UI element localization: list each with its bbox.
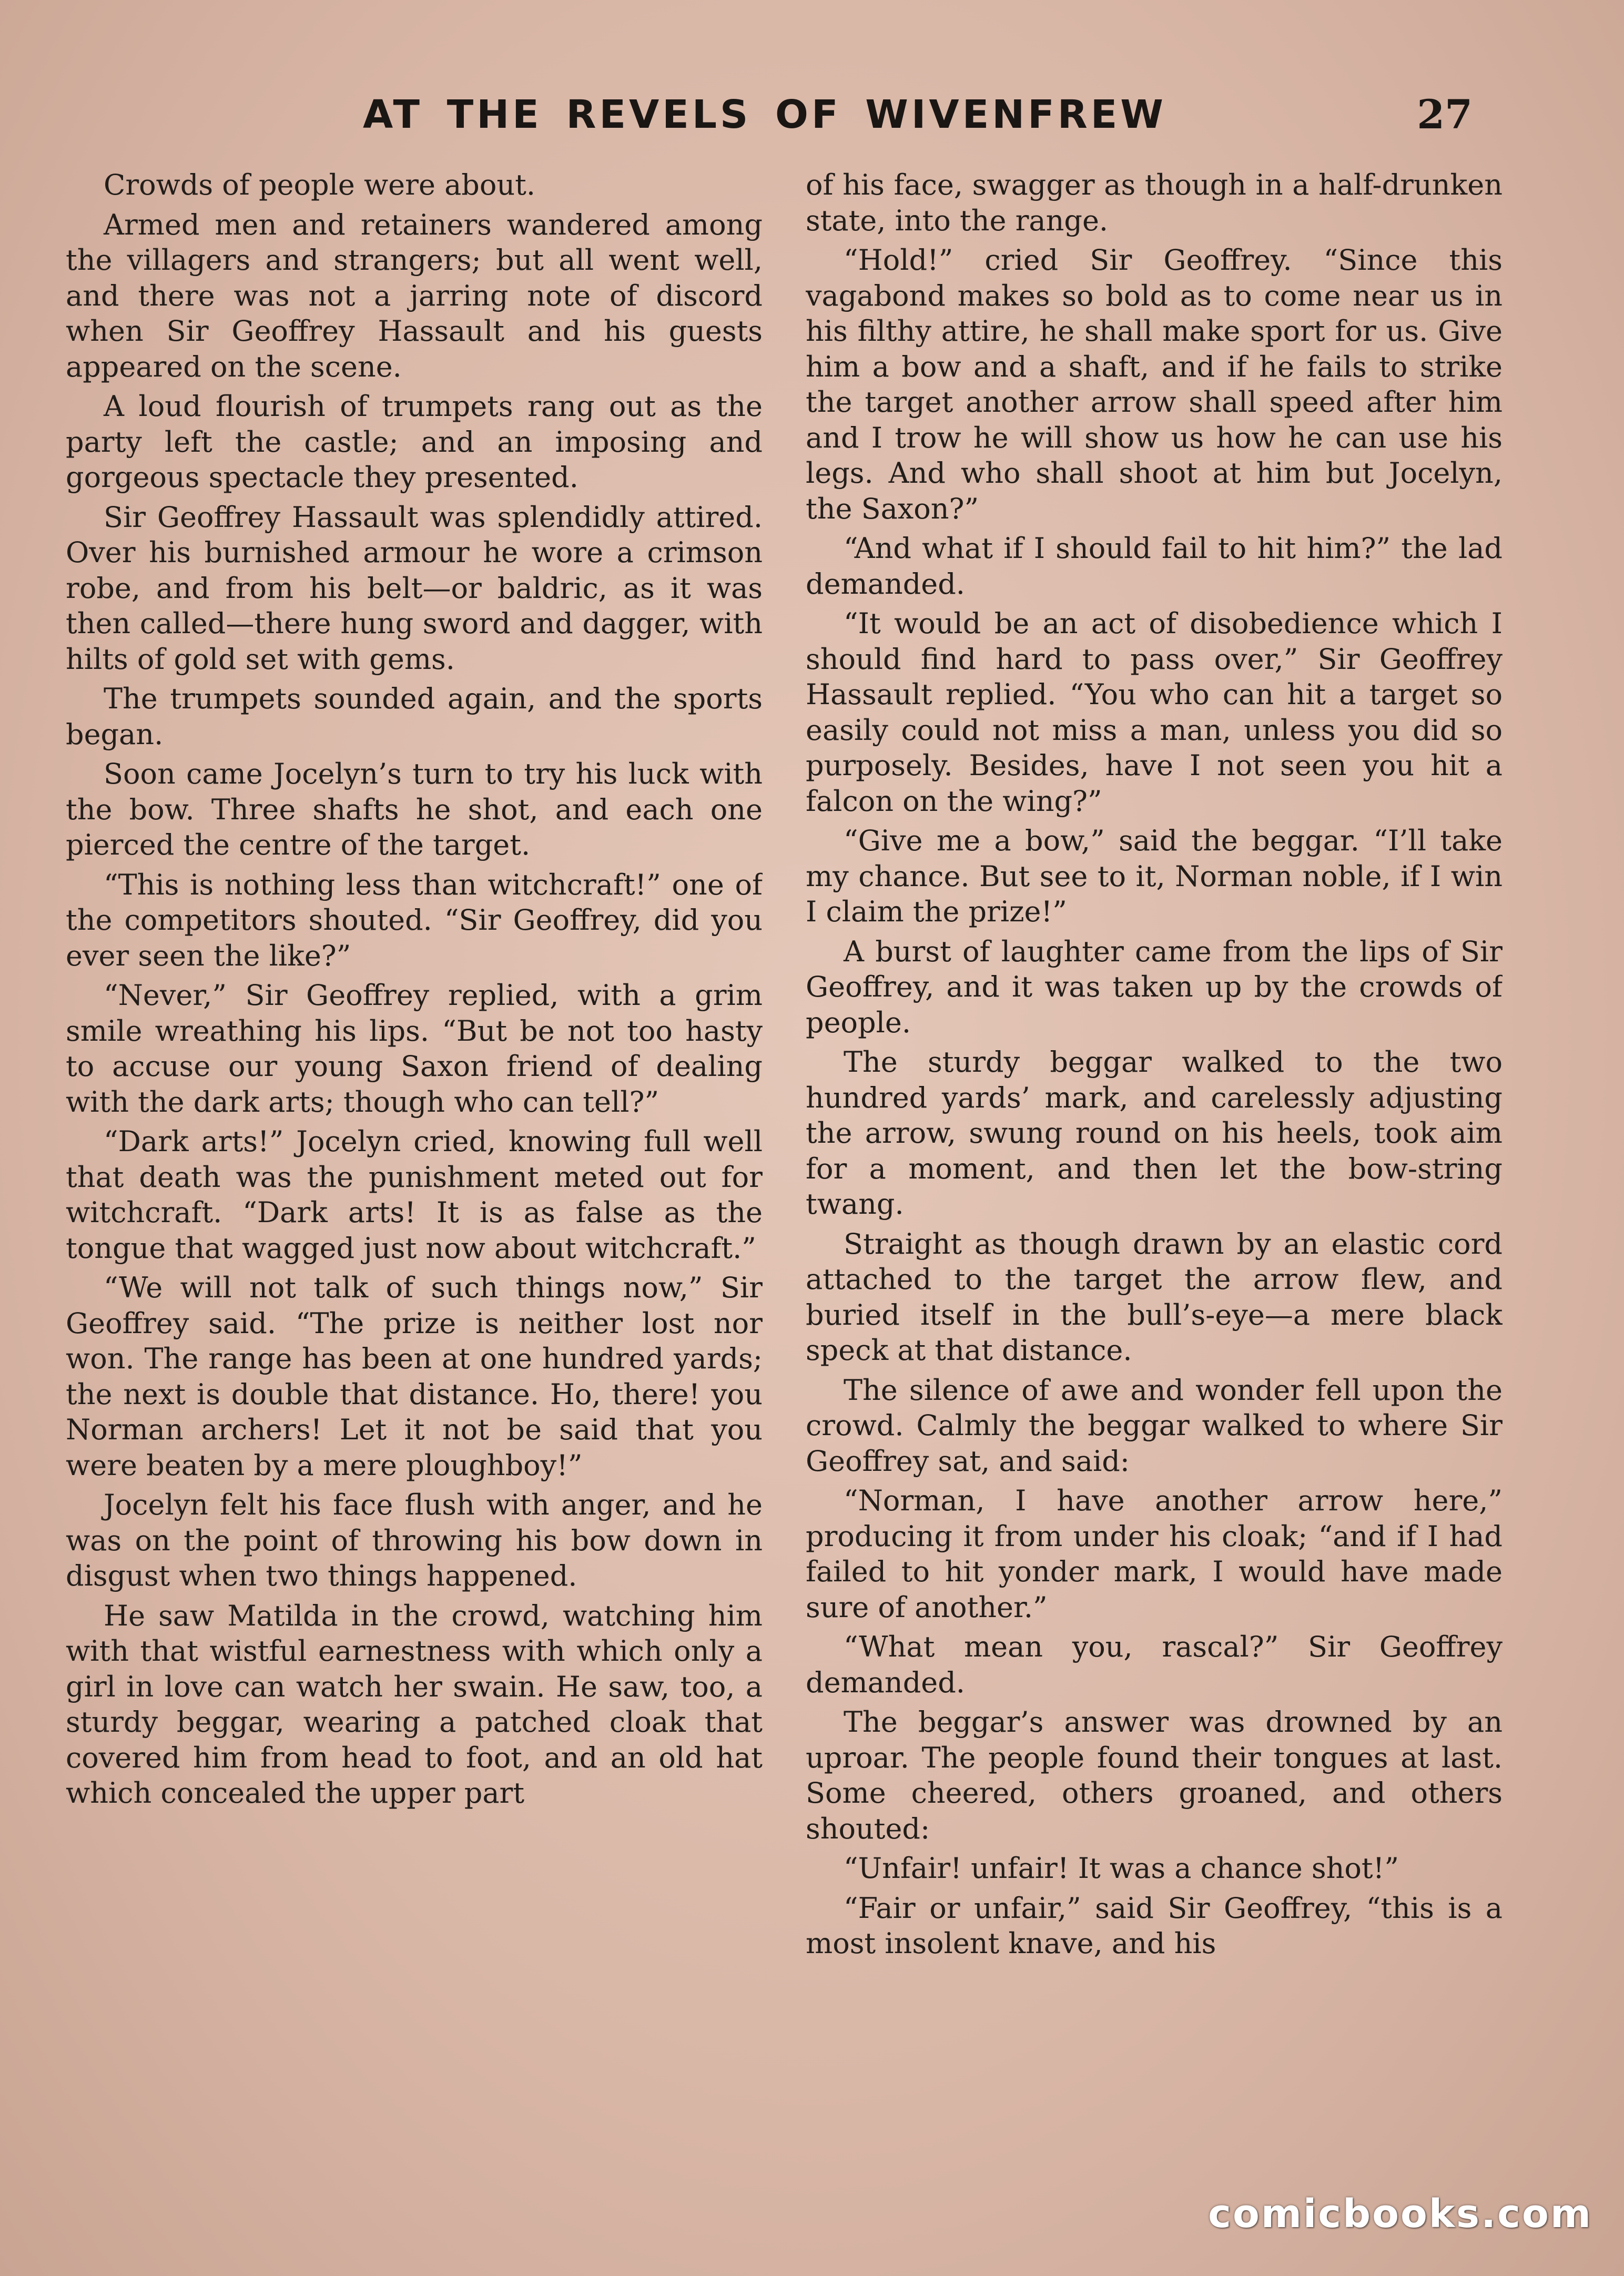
- text-column-left: [66, 167, 763, 2139]
- paragraph: “It would be an act of disobedience which I should find hard to pass over,” Sir Geoffrey Hassault replied. “You who can hit a target so easily could not miss a man, unless you did so purposely. Besides, have I not seen you hit a falcon on the wing?”: [806, 607, 1503, 818]
- paragraph: “Give me a bow,” said the beggar. “I’ll take my chance. But see to it, Norman noble, if I win I claim the prize!”: [806, 824, 1503, 928]
- paragraph: “Fair or unfair,” said Sir Geoffrey, “this is a most insolent knave, and his: [806, 1891, 1503, 1960]
- paragraph: of his face, swagger as though in a half-drunken state, into the range.: [806, 168, 1503, 237]
- paragraph: “Dark arts!” Jocelyn cried, knowing full well that death was the punishment meted out for witchcraft. “Dark arts! It is as false as the tongue that wagged just now about witchcraft.”: [66, 1125, 763, 1265]
- paragraph: Armed men and retainers wandered among the villagers and strangers; but all went well, and there was not a jarring note of discord when Sir Geoffrey Hassault and his guests appeared on the scene.: [66, 208, 763, 383]
- paragraph: Crowds of people were about.: [104, 168, 535, 201]
- paragraph: “And what if I should fail to hit him?” the lad demanded.: [806, 532, 1503, 601]
- paragraph: Jocelyn felt his face flush with anger, and he was on the point of throwing his bow down in disgust when two things happened.: [66, 1488, 763, 1592]
- paragraph: A burst of laughter came from the lips of Sir Geoffrey, and it was taken up by the crowds of people.: [806, 934, 1503, 1039]
- paragraph: Straight as though drawn by an elastic cord attached to the target the arrow flew, and buried itself in the bull’s-eye—a mere black speck at that distance.: [806, 1227, 1503, 1367]
- paragraph: Sir Geoffrey Hassault was splendidly attired. Over his burnished armour he wore a crimson robe, and from his belt—or baldric, as it was then called—there hung sword and dagger, with hilts of gold set with gems.: [66, 500, 763, 676]
- site-watermark: comicbooks.com: [1208, 2191, 1592, 2237]
- paragraph: Soon came Jocelyn’s turn to try his luck with the bow. Three shafts he shot, and each one pierced the centre of the target.: [66, 757, 763, 861]
- paragraph: “Norman, I have another arrow here,” producing it from under his cloak; “and if I had failed to hit yonder mark, I would have made sure of another.”: [806, 1484, 1503, 1624]
- running-title: AT THE REVELS OF WIVENFREW: [363, 92, 1166, 137]
- paragraph: The sturdy beggar walked to the two hundred yards’ mark, and carelessly adjusting the arrow, swung round on his heels, took aim for a moment, and then let the bow-string twang.: [806, 1045, 1503, 1221]
- paragraph: “Never,” Sir Geoffrey replied, with a grim smile wreathing his lips. “But be not too hasty to accuse our young Saxon friend of dealing with the dark arts; though who can tell?”: [66, 979, 763, 1119]
- paragraph: “What mean you, rascal?” Sir Geoffrey demanded.: [806, 1630, 1503, 1699]
- page-header: [363, 88, 1473, 146]
- page-number: 27: [1417, 91, 1473, 138]
- text-column-right: [806, 167, 1503, 2139]
- paragraph: The silence of awe and wonder fell upon the crowd. Calmly the beggar walked to where Sir Geoffrey sat, and said:: [806, 1373, 1503, 1478]
- paragraph: “This is nothing less than witchcraft!” one of the competitors shouted. “Sir Geoffrey, did you ever seen the like?”: [66, 868, 763, 972]
- paragraph: “Unfair! unfair! It was a chance shot!”: [844, 1852, 1399, 1885]
- paragraph: “Hold!” cried Sir Geoffrey. “Since this vagabond makes so bold as to come near us in his filthy attire, he shall make sport for us. Give him a bow and a shaft, and if he fails to strike the target another arrow shall speed after him and I trow he will show us how he can use his legs. And who shall shoot at him but Jocelyn, the Saxon?”: [806, 243, 1503, 525]
- paragraph: “We will not talk of such things now,” Sir Geoffrey said. “The prize is neither lost nor won. The range has been at one hundred yards; the next is double that distance. Ho, there! you Norman archers! Let it not be said that you were beaten by a mere ploughboy!”: [66, 1271, 763, 1482]
- paragraph: The trumpets sounded again, and the sports began.: [66, 682, 763, 751]
- paragraph: He saw Matilda in the crowd, watching him with that wistful earnestness with which only a girl in love can watch her swain. He saw, too, a sturdy beggar, wearing a patched cloak that covered him from head to foot, and an old hat which concealed the upper part: [66, 1599, 763, 1810]
- paragraph: A loud flourish of trumpets rang out as the party left the castle; and an imposing and gorgeous spectacle they presented.: [66, 390, 763, 494]
- paragraph: The beggar’s answer was drowned by an uproar. The people found their tongues at last. Some cheered, others groaned, and others shouted:: [806, 1705, 1503, 1845]
